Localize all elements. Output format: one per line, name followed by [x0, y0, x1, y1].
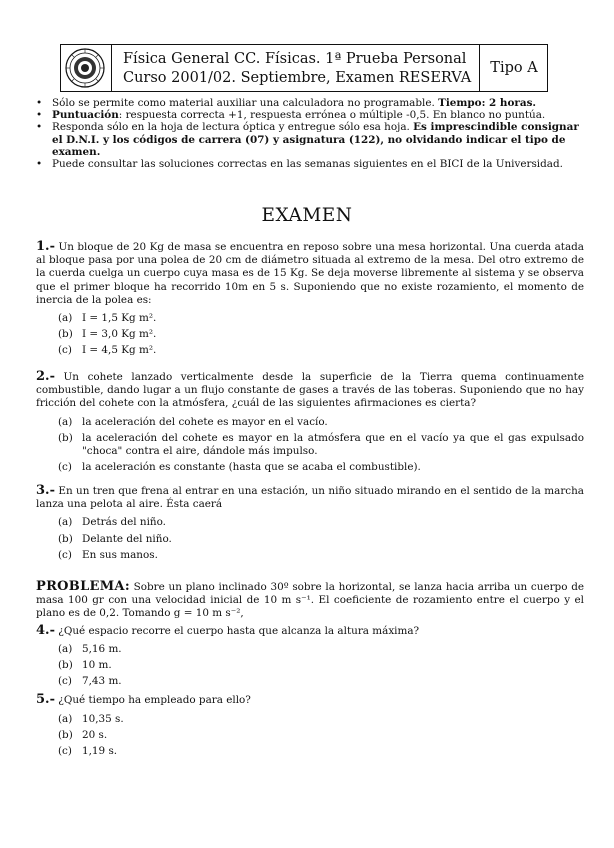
question-text — [36, 484, 584, 511]
answer-option — [36, 659, 584, 672]
answer-option — [36, 312, 584, 325]
option-text: 5,16 m. — [82, 642, 122, 655]
option-text: 10 m. — [82, 659, 112, 672]
instruction-text: Responda sólo en la hoja de lectura óptica y entregue sólo esa hoja. — [52, 121, 414, 134]
option-text: Delante del niño. — [82, 532, 172, 545]
question-number: 2.- — [36, 369, 55, 384]
question-4 — [36, 624, 584, 689]
instruction-item — [36, 97, 584, 109]
option-label: (c) — [58, 745, 72, 758]
answer-option — [36, 533, 584, 546]
option-text: En sus manos. — [82, 548, 158, 561]
option-text: la aceleración del cohete es mayor en el vacío. — [82, 415, 328, 428]
option-text: 7,43 m. — [82, 675, 122, 688]
instructions-list — [36, 97, 584, 170]
instruction-item — [36, 121, 584, 158]
option-text: la aceleración del cohete es mayor en la atmósfera que en el vacío ya que el gas expulsado "choca" contra el aire, dándole más impulso. — [82, 431, 584, 458]
question-text — [36, 693, 584, 707]
answer-option — [36, 432, 584, 458]
option-label: (b) — [58, 659, 73, 672]
option-text: Detrás del niño. — [82, 516, 166, 529]
header-line-1: Física General CC. Físicas. 1ª Prueba Personal — [123, 51, 467, 67]
option-label: (b) — [58, 532, 73, 545]
bullet: • — [36, 109, 43, 122]
question-body: Un cohete lanzado verticalmente desde la superficie de la Tierra quema continuamente combustible, dando lugar a un flujo constante de gases a través de las toberas. Suponiendo que no hay fricción del cohete con la atmósfera, ¿cuál de las siguientes afirmaciones es cierta? — [36, 371, 584, 410]
option-text: 10,35 s. — [82, 712, 124, 725]
exam-title: EXAMEN — [261, 205, 353, 226]
answer-option — [36, 461, 584, 474]
question-body: ¿Qué tiempo ha empleado para ello? — [54, 694, 251, 707]
answer-option — [36, 344, 584, 357]
question-2 — [36, 370, 584, 477]
option-text: I = 4,5 Kg m². — [82, 344, 157, 357]
question-text — [36, 240, 584, 307]
question-number: 5.- — [36, 692, 55, 708]
answer-option — [36, 713, 584, 726]
option-text: I = 3,0 Kg m². — [82, 328, 157, 341]
problem-statement — [36, 580, 584, 621]
header-line-2: Curso 2001/02. Septiembre, Examen RESERVA — [123, 70, 472, 86]
option-label: (c) — [58, 548, 72, 561]
question-number: 1.- — [36, 239, 55, 254]
instruction-text: Sólo se permite como material auxiliar una calculadora no programable. — [52, 97, 439, 109]
option-label: (c) — [58, 344, 72, 357]
answer-option — [36, 549, 584, 562]
bullet: • — [36, 121, 43, 134]
problem-section — [36, 580, 584, 761]
answer-option — [36, 416, 584, 429]
bullet: • — [36, 97, 43, 109]
header-divider — [479, 45, 480, 91]
question-body: ¿Qué espacio recorre el cuerpo hasta que alcanza la altura máxima? — [54, 624, 420, 637]
question-body: En un tren que frena al entrar en una estación, un niño situado mirando en el sentido de la marcha lanza una pelota al aire. Ésta caerá — [36, 485, 584, 511]
option-label: (a) — [58, 312, 73, 325]
university-seal-icon — [65, 48, 105, 88]
question-1 — [36, 240, 584, 361]
answer-option — [36, 328, 584, 341]
exam-header — [60, 44, 548, 92]
option-label: (a) — [58, 712, 73, 725]
instruction-bold: Es imprescindible consignar el D.N.I. y los códigos de carrera (07) y asignatura (122), no olvidando indicar el tipo de examen. — [52, 121, 579, 158]
header-title — [117, 50, 481, 88]
instruction-bold: Puntuación — [52, 109, 119, 122]
option-label: (a) — [58, 642, 73, 655]
bullet: • — [36, 158, 43, 171]
option-label: (b) — [58, 328, 73, 341]
option-label: (c) — [58, 675, 72, 688]
question-number: 3.- — [36, 483, 55, 498]
instruction-text: : respuesta correcta +1, respuesta errónea o múltiple -0,5. En blanco no puntúa. — [118, 109, 546, 122]
question-text — [36, 370, 584, 411]
exam-type: Tipo A — [490, 60, 538, 76]
option-text: 20 s. — [82, 728, 108, 741]
question-text — [36, 624, 584, 638]
option-text: I = 1,5 Kg m². — [82, 312, 157, 325]
instruction-item — [36, 158, 584, 170]
question-body: Un bloque de 20 Kg de masa se encuentra en reposo sobre una mesa horizontal. Una cuerda atada al bloque pasa por una polea de 20 cm de diámetro situada al extremo de la mesa. Del otro extremo de la cuerda cuelga un cuerpo cuya masa es de 15 Kg. Se deja moverse libremente al sistema y se observa que el primer bloque ha recorrido 10m en 5 s. Suponiendo que no existe rozamiento, el momento de inercia de la polea es: — [36, 241, 584, 306]
question-3 — [36, 484, 584, 565]
answer-option — [36, 675, 584, 688]
option-text: la aceleración es constante (hasta que se acaba el combustible). — [82, 461, 421, 474]
answer-option — [36, 745, 584, 758]
option-label: (c) — [58, 461, 72, 474]
answer-option — [36, 643, 584, 656]
option-label: (b) — [58, 431, 73, 444]
header-divider — [111, 45, 112, 91]
option-label: (a) — [58, 516, 73, 529]
answer-option — [36, 516, 584, 529]
option-label: (b) — [58, 728, 73, 741]
answer-option — [36, 729, 584, 742]
instruction-text: Puede consultar las soluciones correctas en las semanas siguientes en el BICI de la Universidad. — [52, 158, 563, 171]
question-number: 4.- — [36, 622, 55, 638]
problem-heading: PROBLEMA: — [36, 579, 130, 594]
option-label: (a) — [58, 415, 73, 428]
instruction-item — [36, 109, 584, 121]
question-5 — [36, 693, 584, 758]
instruction-bold: Tiempo: 2 horas. — [438, 97, 537, 109]
option-text: 1,19 s. — [82, 745, 118, 758]
problem-body: Sobre un plano inclinado 30º sobre la horizontal, se lanza hacia arriba un cuerpo de masa 100 gr con una velocidad inicial de 10 m s⁻¹. El coeficiente de rozamiento entre el cuerpo y el plano es de 0,2. Tomando g = 10 m s⁻², — [36, 581, 584, 620]
